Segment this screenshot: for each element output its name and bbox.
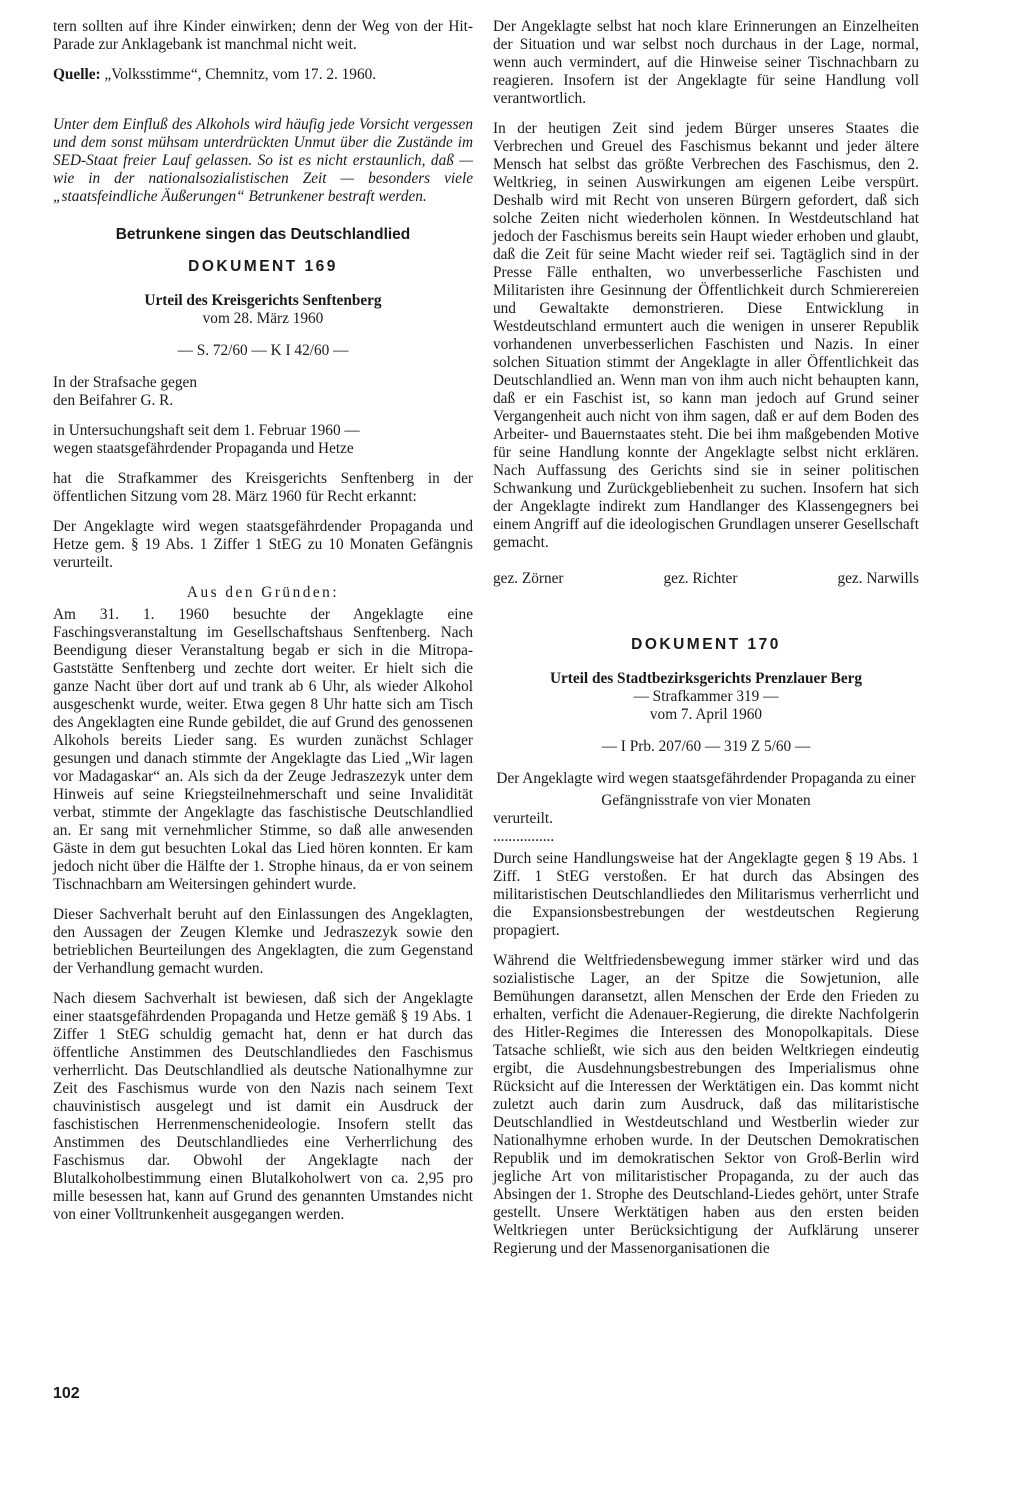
section-heading: Betrunkene singen das Deutschlandlied: [115, 226, 411, 243]
signature: gez. Richter: [663, 570, 738, 587]
paragraph: Am 31. 1. 1960 besuchte der Angeklagte eine Faschingsveranstaltung im Gesellschaftshaus Senftenberg. Nach Beendigung dieser Veranstaltung begab er sich in die Mitropa-Gaststätte Senftenberg und zechte dort weiter. Er hielt sich die ganze Nacht über dort auf und trank ab 6 Uhr, als wieder Alkohol ausgeschenkt wurde, weiter. Etwa gegen 8 Uhr hatte sich am Tisch des Angeklagten eine Runde gebildet, die auf Grund des genossenen Alkohols bereits Lieder sang. Es wurden zunächst Schlager gesungen und danach stimmte der Angeklagte das Lied „Wir lagen vor Madagaskar“ an. Als sich da der Zeuge Jedraszezyk unter dem Hinweis auf seine Kriegsteilnehmerschaft und seine Invalidität verbat, stimmte der Angeklagte das faschistische Deutschlandlied an. Er sang mit vernehmlicher Stimme, so daß alle anwesenden Gäste in dem gut besuchten Lokal das Lied hören konnten. Er kam jedoch nicht über die Hälfte der 1. Strophe hinaus, da er von seinem Tischnachbarn am Weitersingen gehindert wurde.: [53, 606, 473, 893]
right-column: [493, 18, 919, 1270]
paragraph: tern sollten auf ihre Kinder einwirken; denn der Weg von der Hit-Parade zur Anklagebank ist manchmal nicht weit.: [53, 18, 473, 53]
chamber-line: — Strafkammer 319 —: [633, 688, 779, 705]
sentence-line: Gefängnisstrafe von vier Monaten: [601, 792, 811, 809]
paragraph: Der Angeklagte selbst hat noch klare Erinnerungen an Einzelheiten der Situation und war selbst noch durchaus in der Lage, normal, wenn auch vermindert, auf die Hinweise seiner Tischnachbarn zu reagieren. Insofern ist der Angeklagte für seine Handlung voll verantwortlich.: [493, 18, 919, 107]
source-text: „Volksstimme“, Chemnitz, vom 17. 2. 1960.: [104, 66, 377, 83]
page-number: 102: [53, 1385, 80, 1402]
left-column: [53, 18, 473, 1236]
paragraph: Dieser Sachverhalt beruht auf den Einlassungen des Angeklagten, den Aussagen der Zeugen Klemke und Jedraszezyk sowie den betrieblichen Beurteilungen des Angeklagten, die zum Gegenstand der Verhandlung gemacht wurden.: [53, 906, 473, 977]
file-number: — S. 72/60 — K I 42/60 —: [177, 342, 349, 359]
verdict-paragraph: Der Angeklagte wird wegen staatsgefährdender Propaganda und Hetze gem. § 19 Abs. 1 Ziffer 1 StEG zu 10 Monaten Gefängnis verurteilt.: [53, 518, 473, 571]
ellipsis-line: ................: [493, 828, 555, 845]
paragraph: Während die Weltfriedensbewegung immer stärker wird und das sozialistische Lager, an der Spitze die Sowjetunion, alle Bemühungen daransetzt, allen Menschen der Erde den Frieden zu erhalten, verficht die Adenauer-Regierung, die direkte Nachfolgerin des Hitler-Regimes die Interessen des Monopolkapitals. Diese Tatsache schließt, wie sich aus den beiden Weltkriegen eindeutig ergibt, die Ausdehnungsbestrebungen des Imperialismus ohne Rücksicht auf die Interessen der Werktätigen ein. Das kommt nicht zuletzt auch darin zum Ausdruck, daß das militaristische Deutschlandlied in Westdeutschland und Westberlin wieder zur Nationalhymne erhoben wurde. In der Deutschen Demokratischen Republik und im demokratischen Sektor von Groß-Berlin wird jegliche Art von militaristischer Propaganda, zu der auch das Absingen der 1. Strophe des Deutschland-Liedes gehört, unter Strafe gestellt. Unsere Werktätigen haben aus den ersten beiden Weltkriegen unter Berücksichtigung der Aufklärung unserer Regierung und der Massenorganisationen die: [493, 952, 919, 1257]
defendant-line: den Beifahrer G. R.: [53, 392, 174, 409]
court-name: Urteil des Kreisgerichts Senftenberg: [144, 292, 382, 309]
signature-line: [493, 570, 919, 588]
signature: gez. Narwills: [837, 570, 919, 587]
court-name: Urteil des Stadtbezirksgerichts Prenzlauer Berg: [549, 670, 863, 687]
verdict-date: vom 7. April 1960: [649, 706, 763, 723]
document-title: DOKUMENT 169: [188, 258, 338, 275]
verdict-line: Der Angeklagte wird wegen staatsgefährdender Propaganda zu einer: [496, 770, 916, 787]
charge-line: wegen staatsgefährdender Propaganda und Hetze: [53, 440, 354, 457]
paragraph: Durch seine Handlungsweise hat der Angeklagte gegen § 19 Abs. 1 Ziff. 1 StEG verstoßen. Er hat durch das Absingen des militaristischen Deutschlandliedes den Militarismus verherrlicht und die Expansionsbestrebungen der westdeutschen Regierung propagiert.: [493, 850, 919, 939]
verdict-end: verurteilt.: [493, 810, 553, 827]
custody-line: in Untersuchungshaft seit dem 1. Februar 1960 —: [53, 422, 360, 439]
chamber-paragraph: hat die Strafkammer des Kreisgerichts Senftenberg in der öffentlichen Sitzung vom 28. März 1960 für Recht erkannt:: [53, 470, 473, 505]
signature: gez. Zörner: [493, 570, 564, 587]
file-number: — I Prb. 207/60 — 319 Z 5/60 —: [601, 738, 811, 755]
source-label: Quelle:: [53, 66, 101, 83]
source-line: [53, 66, 473, 84]
grounds-heading: Aus den Gründen:: [186, 584, 340, 601]
case-line: In der Strafsache gegen: [53, 374, 197, 391]
paragraph: Nach diesem Sachverhalt ist bewiesen, daß sich der Angeklagte einer staatsgefährdenden Propaganda und Hetze gemäß § 19 Abs. 1 Ziffer 1 StEG schuldig gemacht hat, denn er hat durch das öffentliche Anstimmen des Deutschlandliedes den Faschismus verherrlicht. Das Deutschlandlied als deutsche Nationalhymne zur Zeit des Faschismus wurde von den Nazis nach seinem Text chauvinistisch ausgelegt und ist damit ein Ausdruck der faschistischen Herrenmenschenideologie. Insofern stellt das Anstimmen des Deutschlandliedes eine Verherrlichung des Faschismus dar. Obwohl der Angeklagte nach der Blutalkoholbestimmung einen Blutalkoholwert von ca. 2,95 pro mille besessen hat, kann auf Grund des genannten Umstandes nicht von einer Volltrunkenheit ausgegangen werden.: [53, 990, 473, 1223]
intro-text: Unter dem Einfluß des Alkohols wird häufig jede Vorsicht vergessen und dem sonst mühsam unterdrückten Unmut über die Zustände im SED-Staat freier Lauf gelassen. So ist es nicht erstaunlich, daß — wie in der nationalsozialistischen Zeit — besonders viele „staatsfeindliche Äußerungen“ Betrunkener bestraft werden.: [53, 116, 473, 205]
paragraph: In der heutigen Zeit sind jedem Bürger unseres Staates die Verbrechen und Greuel des Faschismus bekannt und jeder ältere Mensch hat selbst das größte Verbrechen des Faschismus, den 2. Weltkrieg, in seinen Auswirkungen am eigenen Leibe verspürt. Deshalb wird mit Recht von unseren Bürgern gefordert, daß sich solche Zeiten nicht wiederholen können. In Westdeutschland hat jedoch der Faschismus bereits sein Haupt wieder erhoben und glaubt, daß die Zeit für seine Macht wieder reif sei. Tagtäglich sind in der Presse Fälle enthalten, wo unverbesserliche Faschisten und Militaristen ihre Gesinnung der Öffentlichkeit durch Schmierereien und Gewaltakte demonstrieren. Diese Entwicklung in Westdeutschland ermuntert auch die wenigen in unserer Republik vorhandenen unverbesserlichen Faschisten und Nazis. In einer solchen Situation stimmt der Angeklagte in aller Öffentlichkeit das Deutschlandlied an. Wenn man von ihm auch nicht behaupten kann, daß er ein Faschist ist, so kann man jedoch auf Grund seiner Vergangenheit auch nicht von ihm sagen, daß er auf dem Boden des Arbeiter- und Bauernstaates steht. Die bei ihm maßgebenden Motive für seine Handlung konnte der Angeklagte selbst nicht erklären. Nach Auffassung des Gerichts sind sie in seiner politischen Schwankung und Zurückgebliebenheit zu suchen. Insofern hat sich der Angeklagte indirekt zum Handlanger des Klassengegners bei einem Angriff auf die ideologischen Grundlagen unserer Gesellschaft gemacht.: [493, 120, 919, 551]
verdict-date: vom 28. März 1960: [202, 310, 324, 327]
document-title: DOKUMENT 170: [631, 636, 781, 653]
